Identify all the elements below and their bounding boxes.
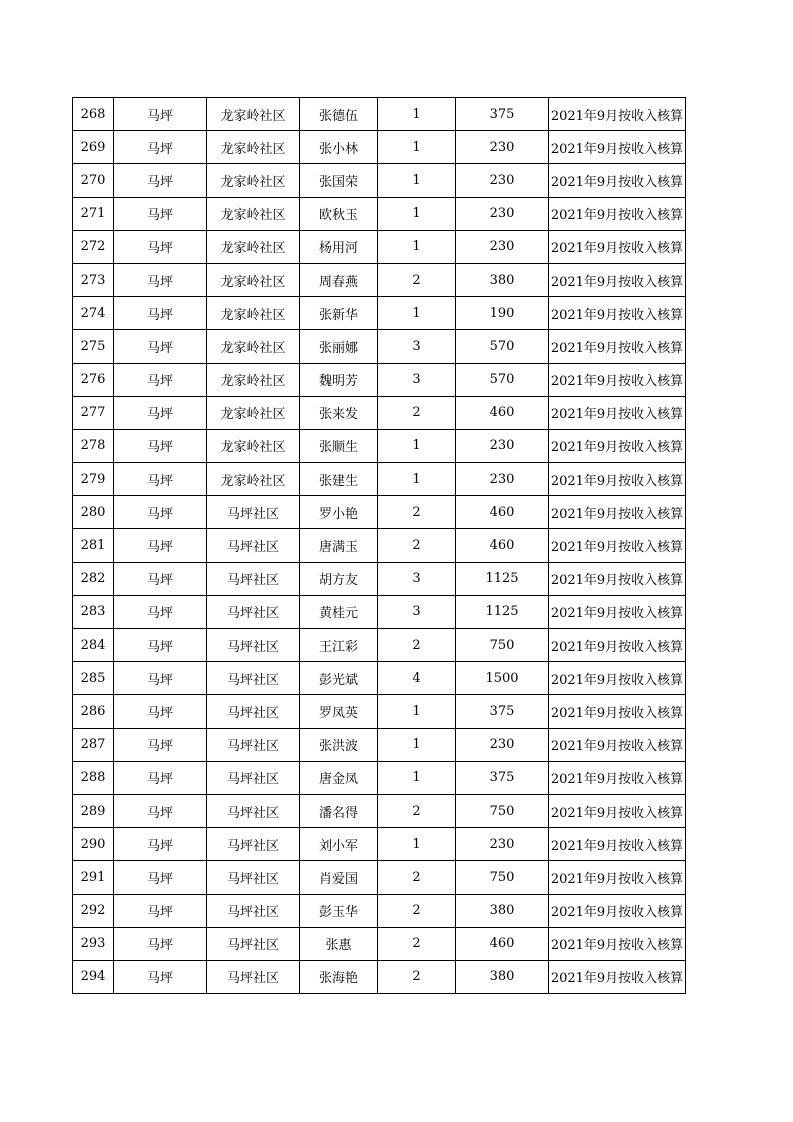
cell-name: 刘小军 bbox=[300, 828, 378, 861]
cell-town: 马坪 bbox=[114, 330, 207, 363]
table-row bbox=[73, 828, 686, 861]
cell-amount: 230 bbox=[456, 728, 549, 761]
cell-amount: 230 bbox=[456, 828, 549, 861]
cell-town: 马坪 bbox=[114, 761, 207, 794]
cell-amount: 230 bbox=[456, 197, 549, 230]
table-row bbox=[73, 695, 686, 728]
cell-household-size: 2 bbox=[378, 794, 456, 827]
cell-town: 马坪 bbox=[114, 728, 207, 761]
cell-amount: 375 bbox=[456, 695, 549, 728]
cell-community: 马坪社区 bbox=[207, 496, 300, 529]
table-row bbox=[73, 629, 686, 662]
cell-town: 马坪 bbox=[114, 695, 207, 728]
cell-note: 2021年9月按收入核算 bbox=[549, 131, 686, 164]
cell-row-number: 277 bbox=[73, 396, 114, 429]
cell-amount: 230 bbox=[456, 230, 549, 263]
cell-household-size: 3 bbox=[378, 562, 456, 595]
cell-town: 马坪 bbox=[114, 164, 207, 197]
cell-row-number: 285 bbox=[73, 662, 114, 695]
cell-town: 马坪 bbox=[114, 562, 207, 595]
cell-name: 张国荣 bbox=[300, 164, 378, 197]
table-row bbox=[73, 164, 686, 197]
cell-row-number: 290 bbox=[73, 828, 114, 861]
cell-community: 马坪社区 bbox=[207, 529, 300, 562]
cell-name: 肖爱国 bbox=[300, 861, 378, 894]
table-body bbox=[73, 98, 686, 994]
cell-town: 马坪 bbox=[114, 396, 207, 429]
cell-town: 马坪 bbox=[114, 263, 207, 296]
table-row bbox=[73, 894, 686, 927]
table-row bbox=[73, 98, 686, 131]
cell-amount: 750 bbox=[456, 861, 549, 894]
cell-household-size: 2 bbox=[378, 263, 456, 296]
cell-amount: 460 bbox=[456, 529, 549, 562]
cell-name: 罗小艳 bbox=[300, 496, 378, 529]
cell-household-size: 2 bbox=[378, 496, 456, 529]
cell-name: 张来发 bbox=[300, 396, 378, 429]
cell-town: 马坪 bbox=[114, 894, 207, 927]
cell-note: 2021年9月按收入核算 bbox=[549, 728, 686, 761]
cell-row-number: 280 bbox=[73, 496, 114, 529]
cell-amount: 375 bbox=[456, 98, 549, 131]
cell-amount: 1125 bbox=[456, 562, 549, 595]
cell-household-size: 2 bbox=[378, 629, 456, 662]
cell-row-number: 291 bbox=[73, 861, 114, 894]
table-row bbox=[73, 595, 686, 628]
cell-community: 龙家岭社区 bbox=[207, 463, 300, 496]
cell-household-size: 3 bbox=[378, 363, 456, 396]
cell-note: 2021年9月按收入核算 bbox=[549, 463, 686, 496]
cell-household-size: 1 bbox=[378, 828, 456, 861]
table-row bbox=[73, 297, 686, 330]
cell-row-number: 289 bbox=[73, 794, 114, 827]
cell-note: 2021年9月按收入核算 bbox=[549, 396, 686, 429]
cell-household-size: 2 bbox=[378, 396, 456, 429]
cell-household-size: 2 bbox=[378, 861, 456, 894]
cell-town: 马坪 bbox=[114, 297, 207, 330]
cell-note: 2021年9月按收入核算 bbox=[549, 794, 686, 827]
cell-row-number: 292 bbox=[73, 894, 114, 927]
cell-community: 马坪社区 bbox=[207, 927, 300, 960]
cell-name: 罗凤英 bbox=[300, 695, 378, 728]
cell-note: 2021年9月按收入核算 bbox=[549, 297, 686, 330]
cell-household-size: 1 bbox=[378, 728, 456, 761]
cell-row-number: 288 bbox=[73, 761, 114, 794]
cell-community: 马坪社区 bbox=[207, 828, 300, 861]
cell-row-number: 269 bbox=[73, 131, 114, 164]
cell-community: 马坪社区 bbox=[207, 861, 300, 894]
cell-amount: 750 bbox=[456, 794, 549, 827]
cell-name: 彭光斌 bbox=[300, 662, 378, 695]
cell-amount: 190 bbox=[456, 297, 549, 330]
cell-town: 马坪 bbox=[114, 861, 207, 894]
cell-amount: 570 bbox=[456, 363, 549, 396]
cell-name: 周春燕 bbox=[300, 263, 378, 296]
cell-note: 2021年9月按收入核算 bbox=[549, 330, 686, 363]
cell-name: 张顺生 bbox=[300, 429, 378, 462]
cell-note: 2021年9月按收入核算 bbox=[549, 595, 686, 628]
cell-note: 2021年9月按收入核算 bbox=[549, 230, 686, 263]
cell-household-size: 3 bbox=[378, 595, 456, 628]
cell-name: 潘名得 bbox=[300, 794, 378, 827]
cell-community: 马坪社区 bbox=[207, 761, 300, 794]
cell-town: 马坪 bbox=[114, 363, 207, 396]
cell-row-number: 283 bbox=[73, 595, 114, 628]
table-row bbox=[73, 396, 686, 429]
cell-row-number: 273 bbox=[73, 263, 114, 296]
cell-town: 马坪 bbox=[114, 927, 207, 960]
table-row bbox=[73, 463, 686, 496]
cell-row-number: 294 bbox=[73, 960, 114, 993]
cell-row-number: 271 bbox=[73, 197, 114, 230]
cell-community: 马坪社区 bbox=[207, 629, 300, 662]
cell-name: 彭玉华 bbox=[300, 894, 378, 927]
cell-town: 马坪 bbox=[114, 629, 207, 662]
cell-name: 张新华 bbox=[300, 297, 378, 330]
cell-row-number: 287 bbox=[73, 728, 114, 761]
cell-name: 张德伍 bbox=[300, 98, 378, 131]
table-row bbox=[73, 794, 686, 827]
cell-amount: 230 bbox=[456, 429, 549, 462]
cell-household-size: 1 bbox=[378, 429, 456, 462]
cell-community: 马坪社区 bbox=[207, 728, 300, 761]
table-row bbox=[73, 861, 686, 894]
cell-amount: 460 bbox=[456, 396, 549, 429]
cell-amount: 380 bbox=[456, 263, 549, 296]
cell-household-size: 1 bbox=[378, 230, 456, 263]
cell-note: 2021年9月按收入核算 bbox=[549, 927, 686, 960]
cell-household-size: 2 bbox=[378, 529, 456, 562]
cell-amount: 570 bbox=[456, 330, 549, 363]
cell-note: 2021年9月按收入核算 bbox=[549, 761, 686, 794]
cell-community: 龙家岭社区 bbox=[207, 98, 300, 131]
cell-name: 王江彩 bbox=[300, 629, 378, 662]
cell-name: 张洪波 bbox=[300, 728, 378, 761]
cell-town: 马坪 bbox=[114, 197, 207, 230]
cell-household-size: 1 bbox=[378, 131, 456, 164]
cell-name: 张建生 bbox=[300, 463, 378, 496]
cell-row-number: 276 bbox=[73, 363, 114, 396]
cell-town: 马坪 bbox=[114, 960, 207, 993]
cell-name: 欧秋玉 bbox=[300, 197, 378, 230]
cell-note: 2021年9月按收入核算 bbox=[549, 429, 686, 462]
cell-row-number: 293 bbox=[73, 927, 114, 960]
cell-household-size: 1 bbox=[378, 297, 456, 330]
cell-household-size: 3 bbox=[378, 330, 456, 363]
cell-amount: 230 bbox=[456, 463, 549, 496]
cell-name: 胡方友 bbox=[300, 562, 378, 595]
cell-note: 2021年9月按收入核算 bbox=[549, 562, 686, 595]
cell-row-number: 272 bbox=[73, 230, 114, 263]
cell-amount: 460 bbox=[456, 496, 549, 529]
cell-household-size: 2 bbox=[378, 960, 456, 993]
table-row bbox=[73, 662, 686, 695]
cell-community: 马坪社区 bbox=[207, 662, 300, 695]
cell-household-size: 2 bbox=[378, 894, 456, 927]
cell-row-number: 282 bbox=[73, 562, 114, 595]
cell-community: 龙家岭社区 bbox=[207, 297, 300, 330]
cell-row-number: 284 bbox=[73, 629, 114, 662]
cell-community: 马坪社区 bbox=[207, 960, 300, 993]
cell-town: 马坪 bbox=[114, 429, 207, 462]
cell-note: 2021年9月按收入核算 bbox=[549, 197, 686, 230]
cell-amount: 380 bbox=[456, 894, 549, 927]
table-row bbox=[73, 562, 686, 595]
cell-note: 2021年9月按收入核算 bbox=[549, 629, 686, 662]
table-row bbox=[73, 429, 686, 462]
cell-row-number: 279 bbox=[73, 463, 114, 496]
cell-amount: 230 bbox=[456, 131, 549, 164]
cell-community: 马坪社区 bbox=[207, 595, 300, 628]
cell-household-size: 1 bbox=[378, 98, 456, 131]
cell-community: 龙家岭社区 bbox=[207, 263, 300, 296]
cell-note: 2021年9月按收入核算 bbox=[549, 695, 686, 728]
table-row bbox=[73, 960, 686, 993]
cell-amount: 460 bbox=[456, 927, 549, 960]
cell-community: 龙家岭社区 bbox=[207, 363, 300, 396]
cell-town: 马坪 bbox=[114, 794, 207, 827]
cell-row-number: 270 bbox=[73, 164, 114, 197]
cell-name: 魏明芳 bbox=[300, 363, 378, 396]
cell-town: 马坪 bbox=[114, 463, 207, 496]
cell-note: 2021年9月按收入核算 bbox=[549, 363, 686, 396]
cell-note: 2021年9月按收入核算 bbox=[549, 98, 686, 131]
cell-community: 马坪社区 bbox=[207, 794, 300, 827]
cell-name: 唐金凤 bbox=[300, 761, 378, 794]
cell-household-size: 2 bbox=[378, 927, 456, 960]
table-row bbox=[73, 230, 686, 263]
cell-row-number: 281 bbox=[73, 529, 114, 562]
table-row bbox=[73, 761, 686, 794]
cell-community: 龙家岭社区 bbox=[207, 197, 300, 230]
cell-town: 马坪 bbox=[114, 230, 207, 263]
cell-name: 张海艳 bbox=[300, 960, 378, 993]
cell-community: 马坪社区 bbox=[207, 894, 300, 927]
cell-town: 马坪 bbox=[114, 662, 207, 695]
cell-note: 2021年9月按收入核算 bbox=[549, 662, 686, 695]
cell-amount: 375 bbox=[456, 761, 549, 794]
cell-amount: 750 bbox=[456, 629, 549, 662]
cell-amount: 1500 bbox=[456, 662, 549, 695]
cell-household-size: 4 bbox=[378, 662, 456, 695]
cell-amount: 380 bbox=[456, 960, 549, 993]
cell-household-size: 1 bbox=[378, 197, 456, 230]
cell-row-number: 278 bbox=[73, 429, 114, 462]
cell-name: 张小林 bbox=[300, 131, 378, 164]
cell-amount: 230 bbox=[456, 164, 549, 197]
cell-household-size: 1 bbox=[378, 164, 456, 197]
cell-note: 2021年9月按收入核算 bbox=[549, 529, 686, 562]
cell-community: 龙家岭社区 bbox=[207, 396, 300, 429]
table-row bbox=[73, 496, 686, 529]
cell-household-size: 1 bbox=[378, 463, 456, 496]
table-row bbox=[73, 131, 686, 164]
cell-town: 马坪 bbox=[114, 828, 207, 861]
table-row bbox=[73, 263, 686, 296]
cell-community: 龙家岭社区 bbox=[207, 429, 300, 462]
cell-town: 马坪 bbox=[114, 595, 207, 628]
data-table bbox=[72, 97, 686, 994]
cell-community: 马坪社区 bbox=[207, 562, 300, 595]
cell-community: 马坪社区 bbox=[207, 695, 300, 728]
cell-community: 龙家岭社区 bbox=[207, 330, 300, 363]
cell-town: 马坪 bbox=[114, 529, 207, 562]
cell-note: 2021年9月按收入核算 bbox=[549, 861, 686, 894]
cell-name: 张惠 bbox=[300, 927, 378, 960]
cell-name: 唐满玉 bbox=[300, 529, 378, 562]
cell-town: 马坪 bbox=[114, 496, 207, 529]
table-row bbox=[73, 728, 686, 761]
cell-name: 张丽娜 bbox=[300, 330, 378, 363]
cell-note: 2021年9月按收入核算 bbox=[549, 496, 686, 529]
cell-note: 2021年9月按收入核算 bbox=[549, 263, 686, 296]
table-row bbox=[73, 927, 686, 960]
cell-town: 马坪 bbox=[114, 98, 207, 131]
table-row bbox=[73, 330, 686, 363]
cell-note: 2021年9月按收入核算 bbox=[549, 828, 686, 861]
cell-community: 龙家岭社区 bbox=[207, 131, 300, 164]
cell-name: 黄桂元 bbox=[300, 595, 378, 628]
cell-row-number: 268 bbox=[73, 98, 114, 131]
cell-note: 2021年9月按收入核算 bbox=[549, 164, 686, 197]
cell-row-number: 286 bbox=[73, 695, 114, 728]
cell-town: 马坪 bbox=[114, 131, 207, 164]
table-row bbox=[73, 363, 686, 396]
cell-name: 杨用河 bbox=[300, 230, 378, 263]
cell-household-size: 1 bbox=[378, 695, 456, 728]
cell-note: 2021年9月按收入核算 bbox=[549, 960, 686, 993]
cell-note: 2021年9月按收入核算 bbox=[549, 894, 686, 927]
cell-household-size: 1 bbox=[378, 761, 456, 794]
table-row bbox=[73, 197, 686, 230]
cell-community: 龙家岭社区 bbox=[207, 164, 300, 197]
cell-row-number: 274 bbox=[73, 297, 114, 330]
cell-community: 龙家岭社区 bbox=[207, 230, 300, 263]
table-row bbox=[73, 529, 686, 562]
cell-row-number: 275 bbox=[73, 330, 114, 363]
cell-amount: 1125 bbox=[456, 595, 549, 628]
